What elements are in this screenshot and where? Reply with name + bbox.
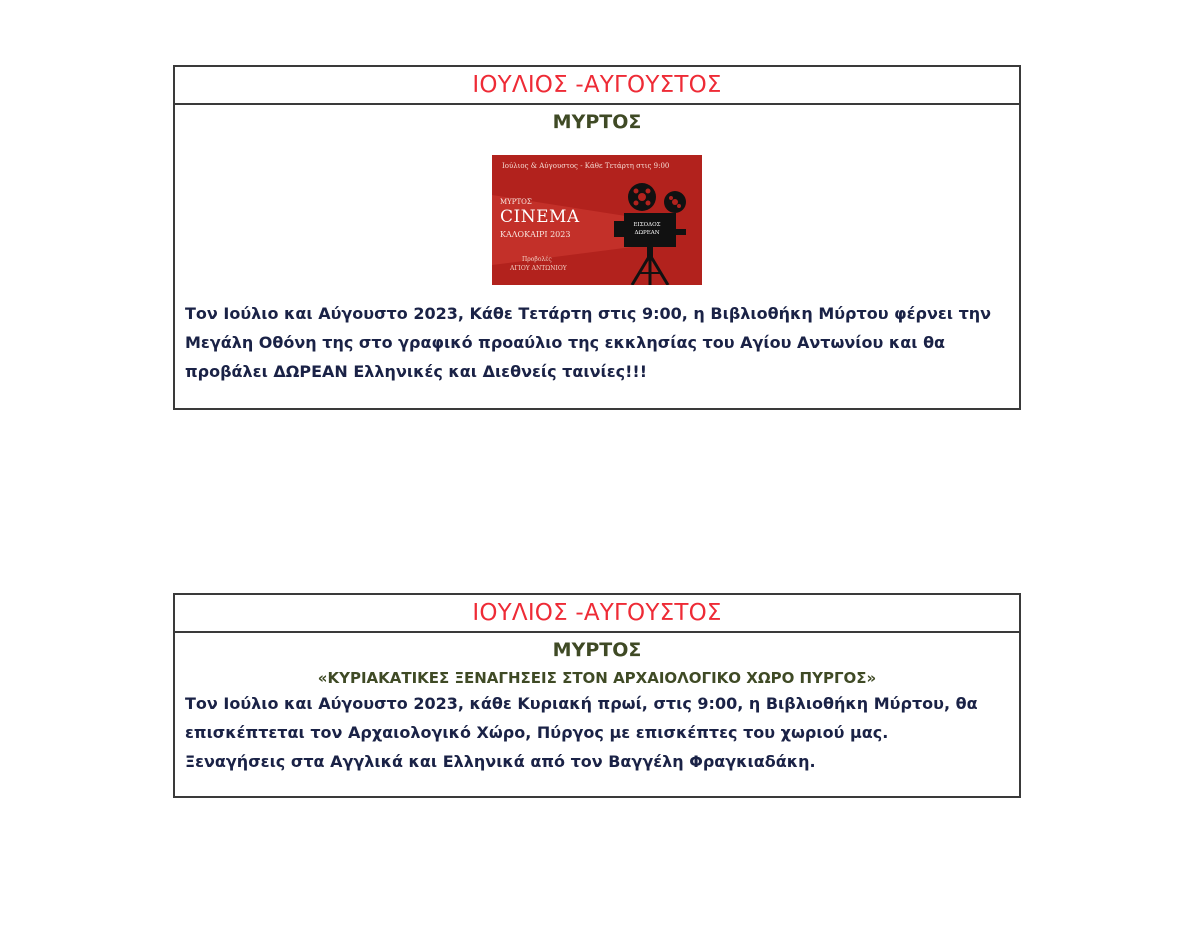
event-card-cinema	[173, 65, 1021, 410]
poster-organizer-line1: Προβολές	[522, 256, 552, 263]
event-card-tours	[173, 593, 1021, 798]
description-line: προβάλει ΔΩΡΕΑΝ Ελληνικές και Διεθνείς ταινίες!!!	[185, 362, 648, 381]
card-header-months: ΙΟΥΛΙΟΣ -ΑΥΓΟΥΣΤΟΣ	[175, 67, 1019, 105]
cinema-poster-image	[492, 155, 702, 285]
poster-organizer-line2: ΑΓΙΟΥ ΑΝΤΩΝΙΟΥ	[510, 265, 567, 272]
poster-date-line: Ιούλιος & Αύγουστος - Κάθε Τετάρτη στις 9:00	[502, 162, 670, 170]
description-line: Τον Ιούλιο και Αύγουστο 2023, κάθε Κυριακή πρωί, στις 9:00, η Βιβλιοθήκη Μύρτου, θα	[185, 694, 978, 713]
poster-subtitle: ΚΑΛΟΚΑΙΡΙ 2023	[500, 230, 571, 239]
poster-small-title: ΜΥΡΤΟΣ	[500, 198, 532, 206]
film-projector-icon	[492, 155, 702, 285]
description-line: Μεγάλη Οθόνη της στο γραφικό προαύλιο της εκκλησίας του Αγίου Αντωνίου και θα	[185, 333, 946, 352]
poster-free-line1: ΕΙΣΟΔΟΣ	[633, 222, 661, 228]
description-line: Τον Ιούλιο και Αύγουστο 2023, Κάθε Τετάρτη στις 9:00, η Βιβλιοθήκη Μύρτου φέρνει την	[185, 304, 992, 323]
description-line: Ξεναγήσεις στα Αγγλικά και Ελληνικά από τον Βαγγέλη Φραγκιαδάκη.	[185, 752, 816, 771]
card-description	[175, 299, 1019, 386]
poster-free-entry	[627, 221, 667, 237]
card-event-subtitle: «ΚΥΡΙΑΚΑΤΙΚΕΣ ΞΕΝΑΓΗΣΕΙΣ ΣΤΟΝ ΑΡΧΑΙΟΛΟΓΙΚΟ ΧΩΡΟ ΠΥΡΓΟΣ»	[317, 669, 877, 687]
card-header-months: ΙΟΥΛΙΟΣ -ΑΥΓΟΥΣΤΟΣ	[175, 595, 1019, 633]
description-line: επισκέπτεται τον Αρχαιολογικό Χώρο, Πύργος με επισκέπτες του χωριού μας.	[185, 723, 889, 742]
poster-big-title: CINEMA	[500, 207, 580, 227]
card-place-title: ΜΥΡΤΟΣ	[552, 639, 642, 661]
card-place-title: ΜΥΡΤΟΣ	[552, 111, 642, 133]
poster-free-line2: ΔΩΡΕΑΝ	[634, 230, 660, 236]
card-description	[175, 689, 1019, 776]
